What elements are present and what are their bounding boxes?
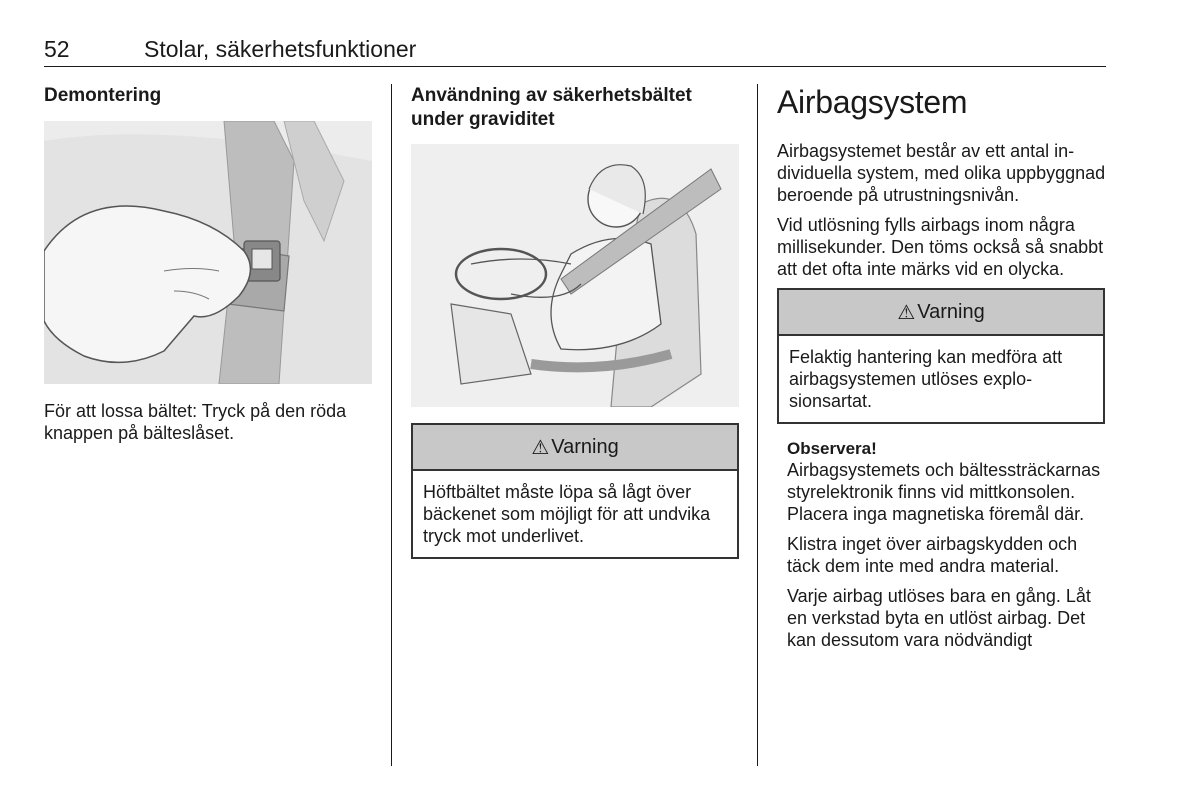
- section-heading: Demontering: [44, 85, 162, 106]
- warning-text: Felaktig hantering kan medföra att airbagsystemen utlöses explosionsartat.: [789, 347, 1063, 411]
- page-number: 52: [44, 36, 70, 62]
- column-pregnancy: [411, 84, 741, 559]
- note-text: Airbagsystemets och bältessträckarnas styrelektronik finns vid mittkonsolen. Placera inga magnetiska föremål där.: [787, 460, 1101, 524]
- airbag-deploy-info: Vid utlösning fylls airbags inom några millisekunder. Den töms också så snabbt att det ofta inte märks vid en olycka.: [777, 215, 1104, 279]
- airbag-warning-box: [777, 288, 1105, 424]
- removal-instruction: För att lossa bältet: Tryck på den röda knappen på bälteslåset.: [44, 401, 347, 443]
- warning-header: [779, 290, 1103, 336]
- warning-triangle-icon: ⚠: [531, 436, 550, 459]
- section-heading: Användning av säkerhetsbältet under graviditet: [411, 85, 692, 130]
- warning-title: Varning: [917, 300, 985, 323]
- column-divider: [757, 84, 758, 766]
- airbag-replace-info: Varje airbag utlöses bara en gång. Låt en verkstad byta en utlöst airbag. Det kan dessutom vara nödvändigt: [787, 586, 1091, 650]
- warning-title: Varning: [551, 435, 619, 458]
- warning-triangle-icon: ⚠: [897, 301, 916, 324]
- note-title: Observera!: [787, 439, 877, 458]
- warning-text: Höftbältet måste löpa så lågt över bäckenet som möjligt för att undvika tryck mot underlivet.: [423, 482, 711, 546]
- column-divider: [391, 84, 392, 766]
- note-block: [777, 438, 1107, 651]
- airbag-cover-info: Klistra inget över airbagskydden och täck dem inte med andra material.: [787, 534, 1078, 576]
- page-header: [44, 36, 1106, 67]
- column-airbag: [777, 84, 1107, 651]
- airbag-intro: Airbagsystemet består av ett antal individuella system, med olika uppbyggnad beroende på utrustningsnivån.: [777, 141, 1106, 205]
- column-removal: [44, 84, 374, 444]
- pregnancy-warning-box: [411, 423, 739, 559]
- seatbelt-release-illustration: [44, 121, 372, 384]
- warning-header: [413, 425, 737, 471]
- pregnant-driver-illustration: [411, 144, 739, 407]
- section-title: Airbagsystem: [777, 84, 968, 120]
- chapter-title: Stolar, säkerhetsfunktioner: [144, 36, 417, 62]
